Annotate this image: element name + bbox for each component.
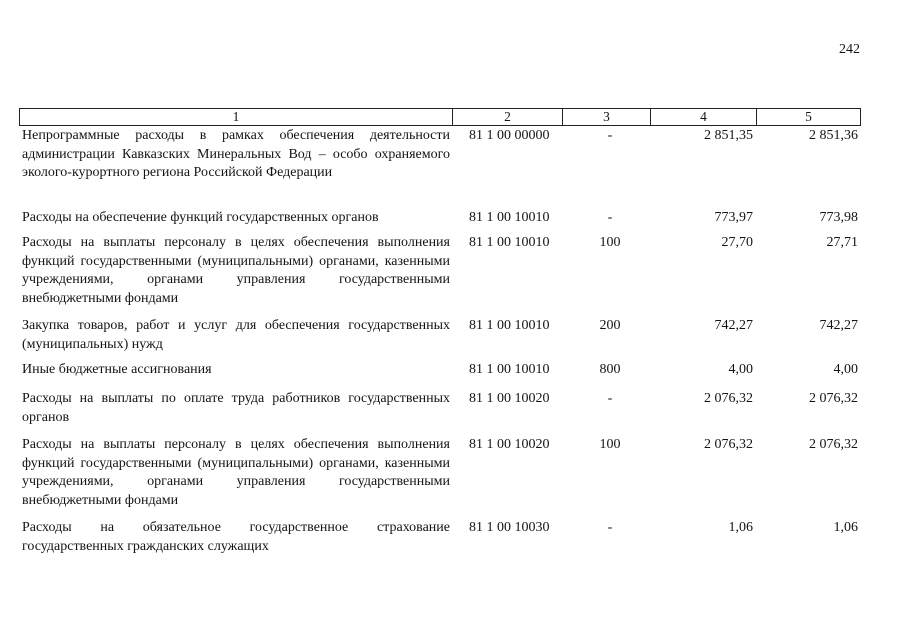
row-target-code: 81 1 00 10010	[469, 318, 550, 333]
row-expense-type: 200	[599, 318, 621, 333]
row-amount-col5: 2 076,32	[809, 437, 858, 452]
row-expense-type: 100	[599, 437, 621, 452]
row-description: Непрограммные расходы в рамках обеспечения деятельности администрации Кавказских Минеральных Вод – особо охраняемого эколого-курортного региона Российской Федерации	[22, 128, 450, 180]
row-amount-col5: 1,06	[833, 520, 858, 535]
row-amount-col5: 2 076,32	[809, 391, 858, 406]
row-description: Иные бюджетные ассигнования	[22, 362, 212, 377]
row-expense-type: -	[607, 210, 613, 225]
row-target-code: 81 1 00 10020	[469, 437, 550, 452]
row-amount-col5: 2 851,36	[809, 128, 858, 143]
column-header-5: 5	[757, 109, 861, 126]
row-description: Расходы на обязательное государственное страхование государственных гражданских служащих	[22, 520, 450, 554]
row-amount-col5: 742,27	[819, 318, 858, 333]
row-target-code: 81 1 00 10030	[469, 520, 550, 535]
row-amount-col4: 2 851,35	[704, 128, 753, 143]
row-amount-col4: 2 076,32	[704, 437, 753, 452]
row-target-code: 81 1 00 00000	[469, 128, 550, 143]
column-header-2: 2	[453, 109, 563, 126]
row-amount-col5: 4,00	[833, 362, 858, 377]
row-description: Расходы на обеспечение функций государственных органов	[22, 210, 379, 225]
row-amount-col4: 742,27	[714, 318, 753, 333]
row-expense-type: 100	[599, 235, 621, 250]
row-amount-col4: 27,70	[721, 235, 753, 250]
page-number: 242	[839, 42, 860, 57]
row-target-code: 81 1 00 10010	[469, 210, 550, 225]
column-header-3: 3	[563, 109, 651, 126]
row-amount-col5: 27,71	[826, 235, 858, 250]
row-description: Расходы на выплаты персоналу в целях обеспечения выполнения функций государственными (муниципальными) органами, казенными учреждениями, органами управления государственными внебюджетными фондами	[22, 437, 450, 508]
row-expense-type: -	[607, 520, 613, 535]
row-amount-col4: 2 076,32	[704, 391, 753, 406]
column-header-table	[19, 108, 861, 126]
row-description: Закупка товаров, работ и услуг для обеспечения государственных (муниципальных) нужд	[22, 318, 450, 352]
row-description: Расходы на выплаты персоналу в целях обеспечения выполнения функций государственными (муниципальными) органами, казенными учреждениями, органами управления государственными внебюджетными фондами	[22, 235, 450, 306]
row-amount-col4: 773,97	[714, 210, 753, 225]
row-target-code: 81 1 00 10010	[469, 362, 550, 377]
row-expense-type: 800	[599, 362, 621, 377]
row-description: Расходы на выплаты по оплате труда работников государственных органов	[22, 391, 450, 425]
row-amount-col4: 4,00	[728, 362, 753, 377]
row-expense-type: -	[607, 128, 613, 143]
row-target-code: 81 1 00 10020	[469, 391, 550, 406]
column-header-1: 1	[20, 109, 453, 126]
row-target-code: 81 1 00 10010	[469, 235, 550, 250]
row-amount-col5: 773,98	[819, 210, 858, 225]
column-header-row	[20, 109, 861, 126]
column-header-4: 4	[651, 109, 757, 126]
row-expense-type: -	[607, 391, 613, 406]
row-amount-col4: 1,06	[728, 520, 753, 535]
